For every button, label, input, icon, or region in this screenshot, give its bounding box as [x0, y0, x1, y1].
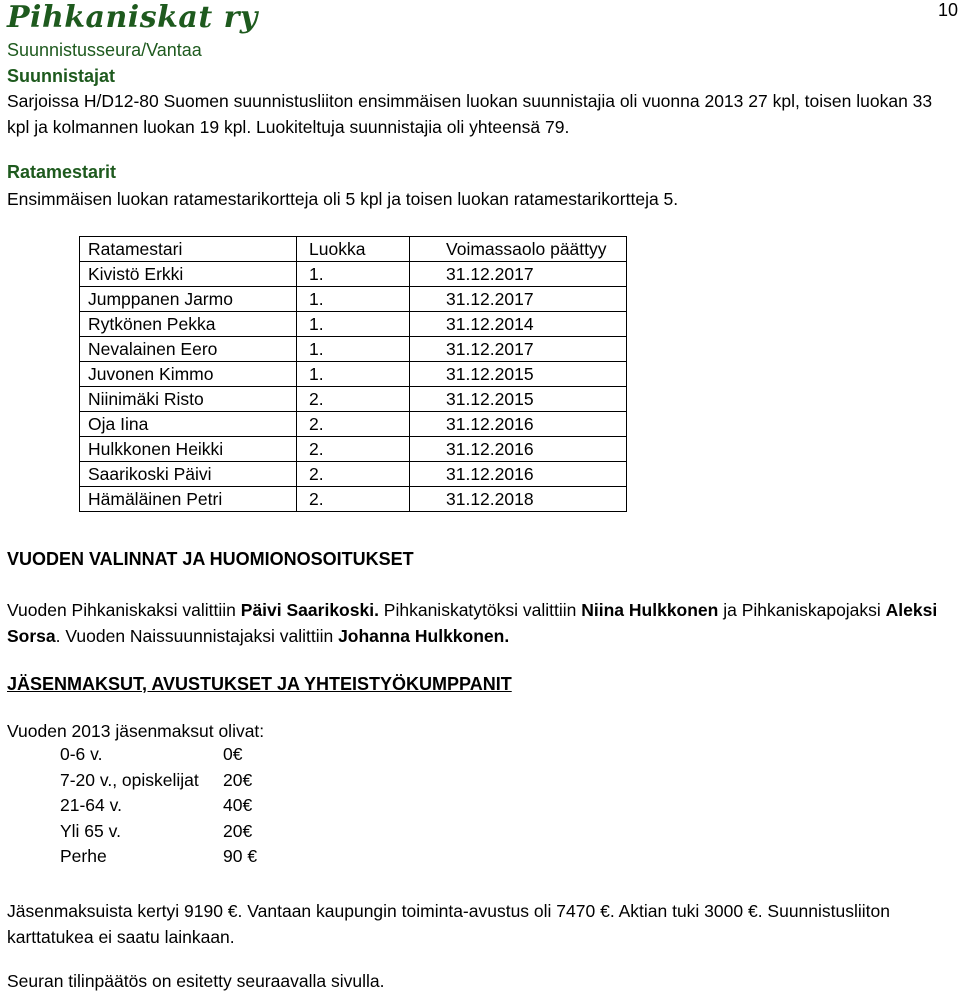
- table-row: [80, 312, 627, 337]
- heading-ratamestarit: Ratamestarit: [7, 162, 117, 182]
- fee-row: 0-6 v. 0€: [60, 744, 243, 764]
- table-cell: 31.12.2017: [410, 287, 627, 312]
- table-cell: 1.: [297, 362, 410, 387]
- paragraph-suunnistajat: Sarjoissa H/D12-80 Suomen suunnistusliiton ensimmäisen luokan suunnistajia oli vuonna 2013 27 kpl, toisen luokan 33 kpl ja kolmannen luokan 19 kpl. Luokiteltuja suunnistajia oli yhteensä 79.: [7, 91, 933, 137]
- table-cell: Rytkönen Pekka: [80, 312, 297, 337]
- table-cell: 1.: [297, 287, 410, 312]
- footer-note: Seuran tilinpäätös on esitetty seuraavalla sivulla.: [7, 971, 385, 991]
- table-cell: 2.: [297, 412, 410, 437]
- club-logo: Pihkaniskat ry: [7, 0, 258, 35]
- table-row: [80, 262, 627, 287]
- table-header-row: [80, 237, 627, 262]
- fees-list: [60, 744, 257, 872]
- table-cell: 31.12.2017: [410, 262, 627, 287]
- column-header: Voimassaolo päättyy: [410, 237, 627, 262]
- paragraph-ratamestarit: Ensimmäisen luokan ratamestarikortteja oli 5 kpl ja toisen luokan ratamestarikortteja 5.: [7, 189, 679, 209]
- fees-intro: Vuoden 2013 jäsenmaksut olivat:: [7, 721, 265, 741]
- table-row: [80, 412, 627, 437]
- page-number: 10: [937, 0, 958, 20]
- paragraph-valinnat: Vuoden Pihkaniskaksi valittiin Päivi Saarikoski. Pihkaniskatytöksi valittiin Niina Hulkkonen ja Pihkaniskapojaksi Aleksi Sorsa. Vuoden Naissuunnistajaksi valittiin Johanna Hulkkonen.: [7, 600, 938, 646]
- fees-summary: Jäsenmaksuista kertyi 9190 €. Vantaan kaupungin toiminta-avustus oli 7470 €. Aktian tuki 3000 €. Suunnistusliiton karttatukea ei saatu lainkaan.: [7, 901, 890, 947]
- table-row: [80, 462, 627, 487]
- table-row: [80, 287, 627, 312]
- club-subtitle: Suunnistusseura/Vantaa: [7, 40, 202, 60]
- table-cell: Nevalainen Eero: [80, 337, 297, 362]
- table-cell: Oja Iina: [80, 412, 297, 437]
- table-cell: Saarikoski Päivi: [80, 462, 297, 487]
- heading-valinnat: VUODEN VALINNAT JA HUOMIONOSOITUKSET: [7, 549, 414, 569]
- table-row: [80, 437, 627, 462]
- table-cell: Kivistö Erkki: [80, 262, 297, 287]
- table-cell: 31.12.2018: [410, 487, 627, 512]
- table-row: [80, 362, 627, 387]
- fee-row: Yli 65 v. 20€: [60, 820, 253, 841]
- table-cell: Jumppanen Jarmo: [80, 287, 297, 312]
- table-cell: 31.12.2016: [410, 462, 627, 487]
- table-cell: Hämäläinen Petri: [80, 487, 297, 512]
- table-cell: 1.: [297, 262, 410, 287]
- table-cell: Hulkkonen Heikki: [80, 437, 297, 462]
- ratamestarit-table: [79, 236, 627, 512]
- table-cell: 1.: [297, 312, 410, 337]
- table-cell: 2.: [297, 462, 410, 487]
- table-cell: 2.: [297, 437, 410, 462]
- column-header: Luokka: [297, 237, 410, 262]
- table-cell: Juvonen Kimmo: [80, 362, 297, 387]
- fee-row: Perhe 90 €: [60, 846, 258, 866]
- table-cell: 31.12.2015: [410, 362, 627, 387]
- fee-row: 7-20 v., opiskelijat 20€: [60, 769, 253, 790]
- table-cell: 31.12.2016: [410, 437, 627, 462]
- table-cell: 31.12.2015: [410, 387, 627, 412]
- table-cell: 31.12.2017: [410, 337, 627, 362]
- heading-suunnistajat: Suunnistajat: [7, 66, 116, 86]
- table-cell: 31.12.2016: [410, 412, 627, 437]
- table-row: [80, 487, 627, 512]
- table-cell: 2.: [297, 387, 410, 412]
- column-header: Ratamestari: [80, 237, 297, 262]
- table-row: [80, 337, 627, 362]
- heading-jasenmaksut: JÄSENMAKSUT, AVUSTUKSET JA YHTEISTYÖKUMPPANIT: [7, 674, 512, 694]
- table-row: [80, 387, 627, 412]
- fee-row: 21-64 v. 40€: [60, 795, 253, 815]
- table-cell: 2.: [297, 487, 410, 512]
- table-cell: Niinimäki Risto: [80, 387, 297, 412]
- table-cell: 1.: [297, 337, 410, 362]
- table-cell: 31.12.2014: [410, 312, 627, 337]
